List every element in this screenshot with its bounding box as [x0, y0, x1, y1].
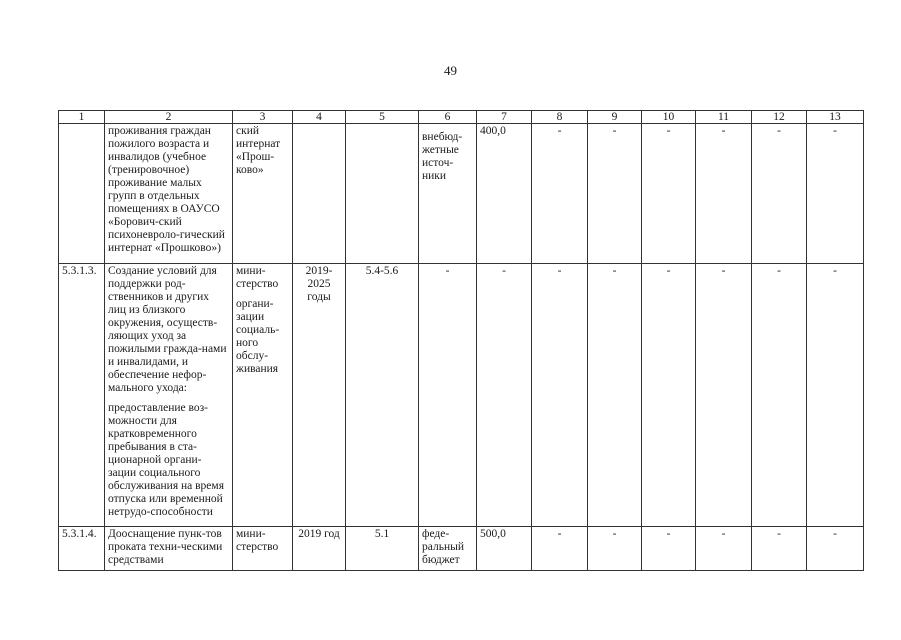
period: 2019-2025 годы: [293, 264, 346, 527]
funding-source: [419, 124, 477, 264]
amount: -: [477, 264, 532, 527]
indicator: 5.1: [346, 527, 419, 571]
header-cell: 6: [419, 111, 477, 124]
funding-source: -: [419, 264, 477, 527]
header-cell: 9: [588, 111, 642, 124]
row-number: 5.3.1.3.: [59, 264, 105, 527]
executor-paragraph: мини-стерство: [236, 265, 279, 290]
year-value: -: [752, 264, 807, 527]
amount: [477, 124, 532, 264]
funding-source: феде-ральный бюджет: [419, 527, 477, 571]
measure-paragraph: Создание условий для поддержки род-ственников и других лиц из близкого окружения, осуществ-ляющих уход за пожилыми гражда-нами и инвалидами, и обеспечение нефор-мального ухода:: [108, 265, 227, 394]
measure-paragraph: предоставление воз-можности для кратковременного пребывания в ста-ционарной органи-зации социального обслуживания на время отпуска или временной нетрудо-способности: [108, 402, 224, 518]
header-cell: 2: [105, 111, 233, 124]
executor-paragraph: ский интернат «Прош-ково»: [236, 125, 281, 176]
header-row: [59, 111, 864, 124]
executor: [233, 527, 293, 571]
header-cell: 4: [293, 111, 346, 124]
header-cell: 12: [752, 111, 807, 124]
year-value: -: [807, 527, 864, 571]
year-value: -: [588, 124, 642, 264]
executor-paragraph: органи-зации социаль-ного обслу-живания: [236, 298, 280, 375]
year-value: -: [752, 527, 807, 571]
executor: [233, 264, 293, 527]
year-value: -: [642, 527, 696, 571]
header-cell: 13: [807, 111, 864, 124]
period: [293, 124, 346, 264]
measure-text: [105, 264, 233, 527]
period: 2019 год: [293, 527, 346, 571]
year-value: -: [588, 264, 642, 527]
header-cell: 1: [59, 111, 105, 124]
indicator: 5.4-5.6: [346, 264, 419, 527]
year-value: -: [696, 264, 752, 527]
year-value: -: [532, 264, 588, 527]
executor-paragraph: мини-стерство: [236, 528, 279, 553]
year-value: -: [696, 527, 752, 571]
page-number: 49: [444, 63, 457, 78]
year-value: -: [532, 124, 588, 264]
year-value: -: [752, 124, 807, 264]
measure-paragraph: проживания граждан пожилого возраста и инвалидов (учебное (тренировочное) проживание малых групп в отдельных помещениях в ОАУСО «Борович-ский психоневроло-гический интернат «Прошково»): [108, 125, 225, 254]
funding-source-text: внебюд-жетные источ-ники: [422, 131, 463, 182]
header-cell: 10: [642, 111, 696, 124]
header-cell: 8: [532, 111, 588, 124]
year-value: -: [807, 264, 864, 527]
row-number: [59, 124, 105, 264]
amount-text: 400,0: [480, 125, 506, 137]
indicator: [346, 124, 419, 264]
program-table: [58, 110, 864, 571]
table-row: [59, 124, 864, 264]
measure-paragraph: Дооснащение пунк-тов проката техни-ческими средствами: [108, 528, 223, 566]
table-row: [59, 527, 864, 571]
year-value: -: [642, 124, 696, 264]
table-row: [59, 264, 864, 527]
header-cell: 3: [233, 111, 293, 124]
measure-text: [105, 527, 233, 571]
row-number: 5.3.1.4.: [59, 527, 105, 571]
header-cell: 5: [346, 111, 419, 124]
year-value: -: [807, 124, 864, 264]
year-value: -: [588, 527, 642, 571]
year-value: -: [642, 264, 696, 527]
year-value: -: [696, 124, 752, 264]
executor: [233, 124, 293, 264]
header-cell: 11: [696, 111, 752, 124]
amount: 500,0: [477, 527, 532, 571]
year-value: -: [532, 527, 588, 571]
header-cell: 7: [477, 111, 532, 124]
measure-text: [105, 124, 233, 264]
